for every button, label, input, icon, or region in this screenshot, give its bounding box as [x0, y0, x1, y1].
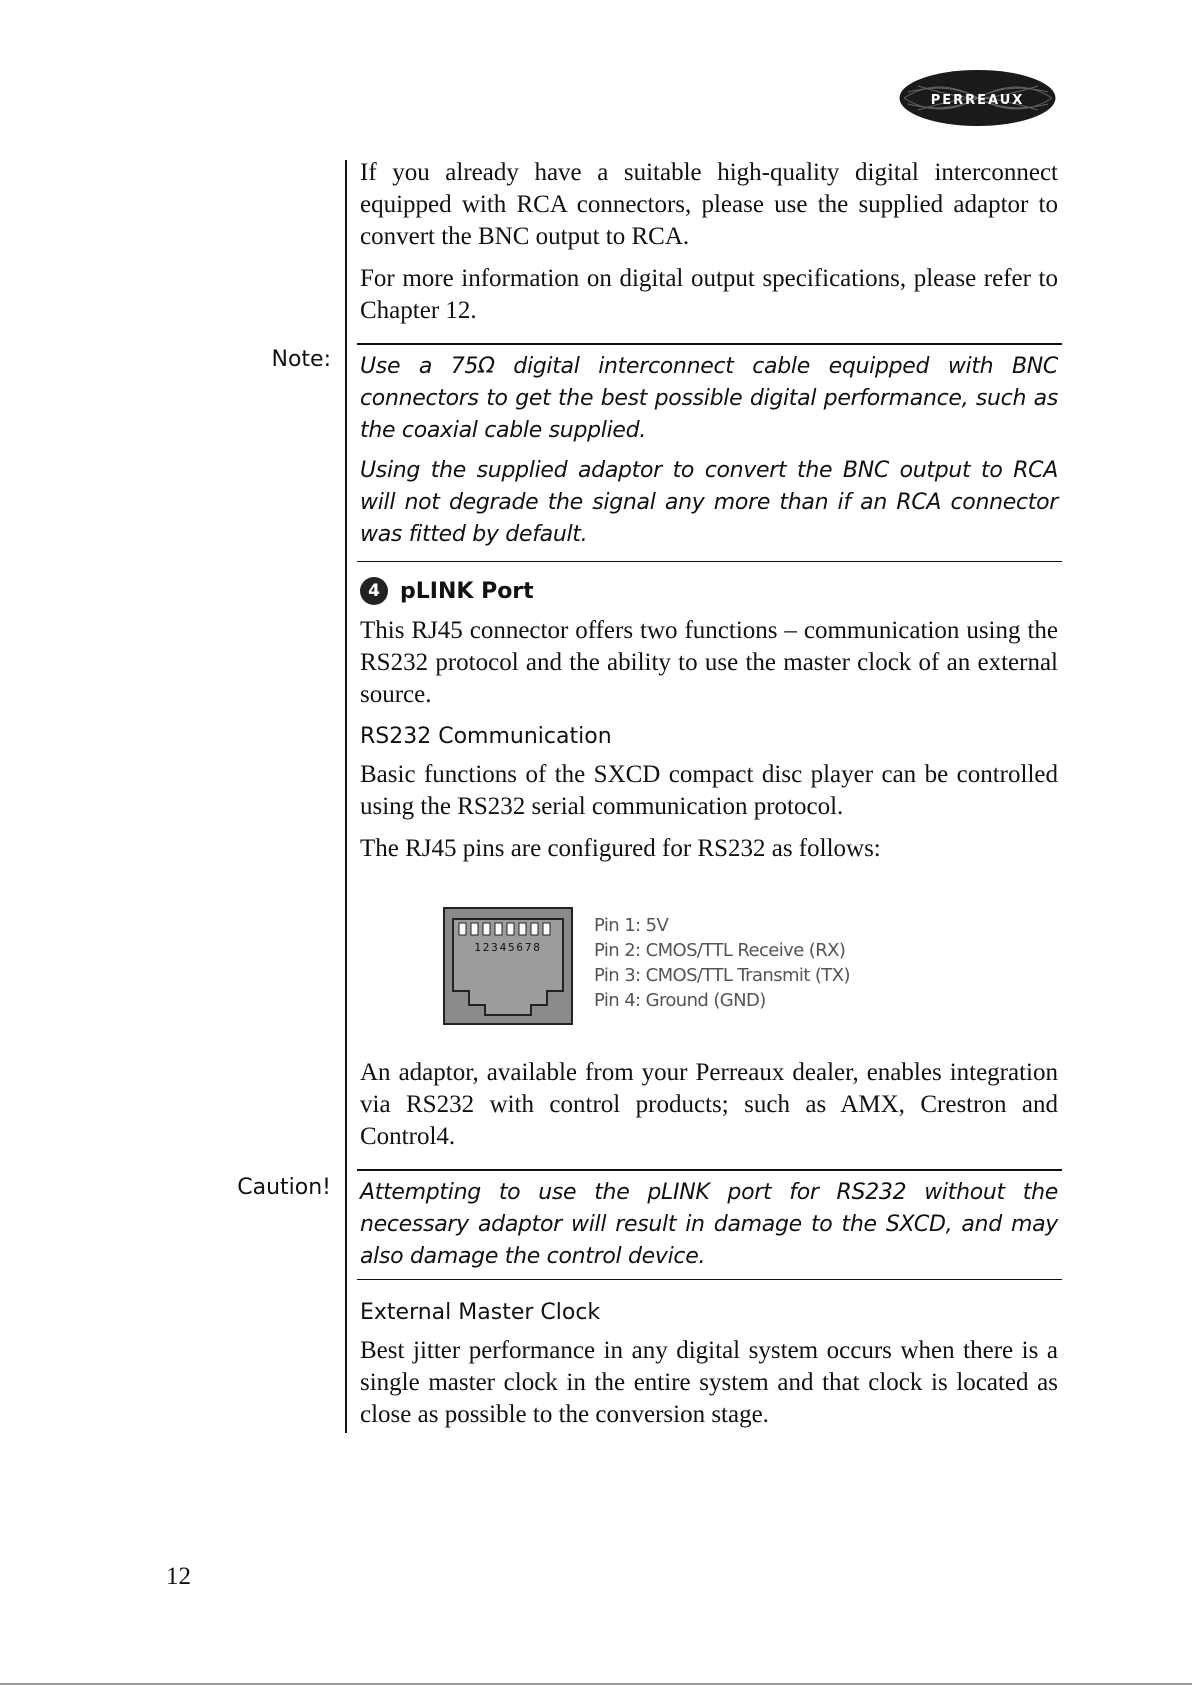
- clock-section: [360, 1297, 1058, 1441]
- adaptor-para: An adaptor, available from your Perreaux dealer, enables integration via RS232 with control products; such as AMX, Crestron and Control4.: [360, 1059, 1058, 1150]
- note-label: Note:: [271, 347, 331, 372]
- pin-list: [594, 913, 850, 1013]
- pin-2: Pin 2: CMOS/TTL Receive (RX): [594, 940, 846, 961]
- pin-4: Pin 4: Ground (GND): [594, 990, 766, 1011]
- note-para-2: Using the supplied adaptor to convert the BNC output to RCA will not degrade the signal any more than if an RCA connector was fitted by default.: [360, 458, 1058, 547]
- caution-label: Caution!: [237, 1175, 331, 1200]
- digital-output-para-1: If you already have a suitable high-quality digital interconnect equipped with RCA connectors, please use the supplied adaptor to convert the BNC output to RCA.: [360, 159, 1058, 250]
- logo-text: PERREAUX: [930, 93, 1025, 108]
- digital-output-section: [360, 157, 1058, 337]
- pin-3: Pin 3: CMOS/TTL Transmit (TX): [594, 965, 850, 986]
- rj45-connector-icon: [443, 907, 573, 1025]
- rs232-para-1: Basic functions of the SXCD compact disc player can be controlled using the RS232 serial communication protocol.: [360, 761, 1058, 820]
- note-para-1: Use a 75Ω digital interconnect cable equipped with BNC connectors to get the best possible digital performance, such as the coaxial cable supplied.: [360, 354, 1058, 443]
- rs232-para-2: The RJ45 pins are configured for RS232 as follows:: [360, 835, 881, 862]
- section-number-badge: 4: [360, 577, 388, 605]
- note-callout: [357, 343, 1062, 562]
- caution-text: Attempting to use the pLINK port for RS232 without the necessary adaptor will result in damage to the SXCD, and may also damage the control device.: [360, 1180, 1058, 1269]
- plink-heading: [360, 575, 1058, 607]
- margin-rule: [345, 160, 347, 1433]
- plink-heading-text: pLINK Port: [400, 578, 534, 604]
- rs232-heading: RS232 Communication: [360, 724, 612, 749]
- plink-section: [360, 575, 1058, 875]
- perreaux-logo: [898, 68, 1057, 128]
- pin-1: Pin 1: 5V: [594, 915, 669, 936]
- page-number: 12: [166, 1563, 191, 1590]
- clock-heading: External Master Clock: [360, 1300, 601, 1325]
- digital-output-para-2: For more information on digital output specifications, please refer to Chapter 12.: [360, 265, 1058, 324]
- clock-para: Best jitter performance in any digital system occurs when there is a single master clock in the entire system and that clock is located as close as possible to the conversion stage.: [360, 1337, 1058, 1428]
- plink-intro: This RJ45 connector offers two functions – communication using the RS232 protocol and the ability to use the master clock of an external source.: [360, 617, 1058, 708]
- caution-callout: [357, 1169, 1062, 1280]
- adaptor-section: [360, 1057, 1058, 1163]
- connector-pin-digits: 12345678: [474, 941, 542, 954]
